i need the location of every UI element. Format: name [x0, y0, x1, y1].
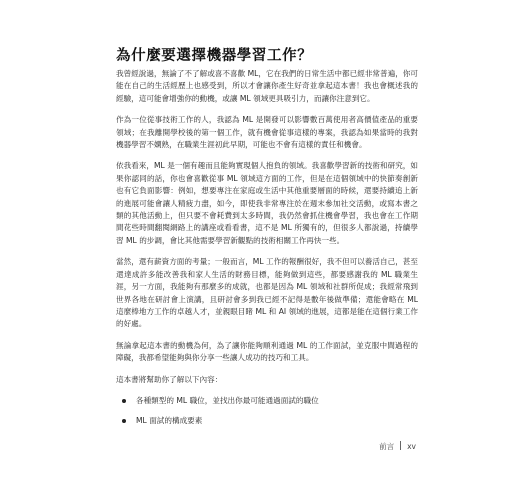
paragraph-2: 作為一位從事技術工作的人，我認為 ML 是開發可以影響數百萬使用者高價值產品的重要領域；在我離開學校後的第一個工作，就有機會從事這樣的專案，我認為如果當時的我對機器學習不嫻熟，在職業生涯初此早期，可能也不會有這樣的責任和機會。	[116, 115, 418, 150]
paragraph-6: 這本書將幫助你了解以下內容：	[116, 374, 223, 384]
bullet-text: ML 面試的構成要素	[136, 416, 203, 426]
page-body	[116, 68, 418, 436]
footer-section-label: 前言	[379, 442, 395, 451]
bullet-dot-icon	[122, 399, 126, 403]
page-number: xv	[407, 442, 416, 451]
paragraph-4: 當然，還有薪資方面的考量；一般而言，ML 工作的報酬很好，我不但可以養活自己，甚至還達成許多能改善我和家人生活的財務目標，能夠做到這些，都要感謝我的 ML 職業生涯，另一方面，我能夠有那麼多的成就，也都是因為 ML 領域和社群所促成；我經常飛到世界各地在研討會上演講，且研討會多到我已經不記得是數年後做準備；還能會略在 ML 這麼棒地方工作的卓越人才，並親眼目睹 ML 和 AI 領域的進展，這都是能在這個行業工作的好處。	[116, 257, 418, 329]
bullet-item	[116, 415, 418, 427]
paragraph-5: 無論拿起這本書的動機為何，為了讓你能夠順利通過 ML 的工作面試，並克服中間過程的障礙，我都希望能夠與你分享一些讓人成功的技巧和工具。	[116, 340, 418, 363]
footer-divider	[400, 441, 401, 450]
bullet-list	[116, 395, 418, 428]
bullet-text: 各種類型的 ML 職位，並找出你最可能通過面試的職位	[136, 395, 319, 405]
paragraph-3: 依我看來，ML 是一個有趣而且能夠實現個人抱負的領域。我喜歡學習新的技術和研究，如果你認同的話，你也會喜歡從事 ML 領域這方面的工作，但是在這個領域中的快節奏創新也有它負面影響：例如，想要專注在家庭或生活中其他重要層面的時候，還要持續追上新的進展可能會讓人精疲力盡，如今，即使我非常專注於在週末參加社交活動，或寫本書之類的其他活動上，但只要不會耗費到太多時間，我仍然會抓住機會學習，我也會在工作期間花些時間翻閱網路上的講座或看看書，這不是 ML 所獨有的，但很多人都說過，持續學習 ML 的步調，會比其他需要學習新觀點的技術相關工作再快一些。	[116, 161, 418, 245]
page-footer	[330, 441, 416, 452]
bullet-item	[116, 395, 418, 407]
bullet-dot-icon	[122, 419, 126, 423]
section-heading: 為什麼要選擇機器學習工作？	[116, 48, 313, 64]
paragraph-1: 我曾經說過，無論了不了解或喜不喜歡 ML，它在我們的日常生活中都已經非常普遍，你可能在自己的生活經歷上也感受到，所以才會讓你產生好奇並拿起這本書！我也會概述我的經驗，這可能會增強你的動機，或讓 ML 領域更具吸引力，而讓你注意到它。	[116, 69, 418, 103]
